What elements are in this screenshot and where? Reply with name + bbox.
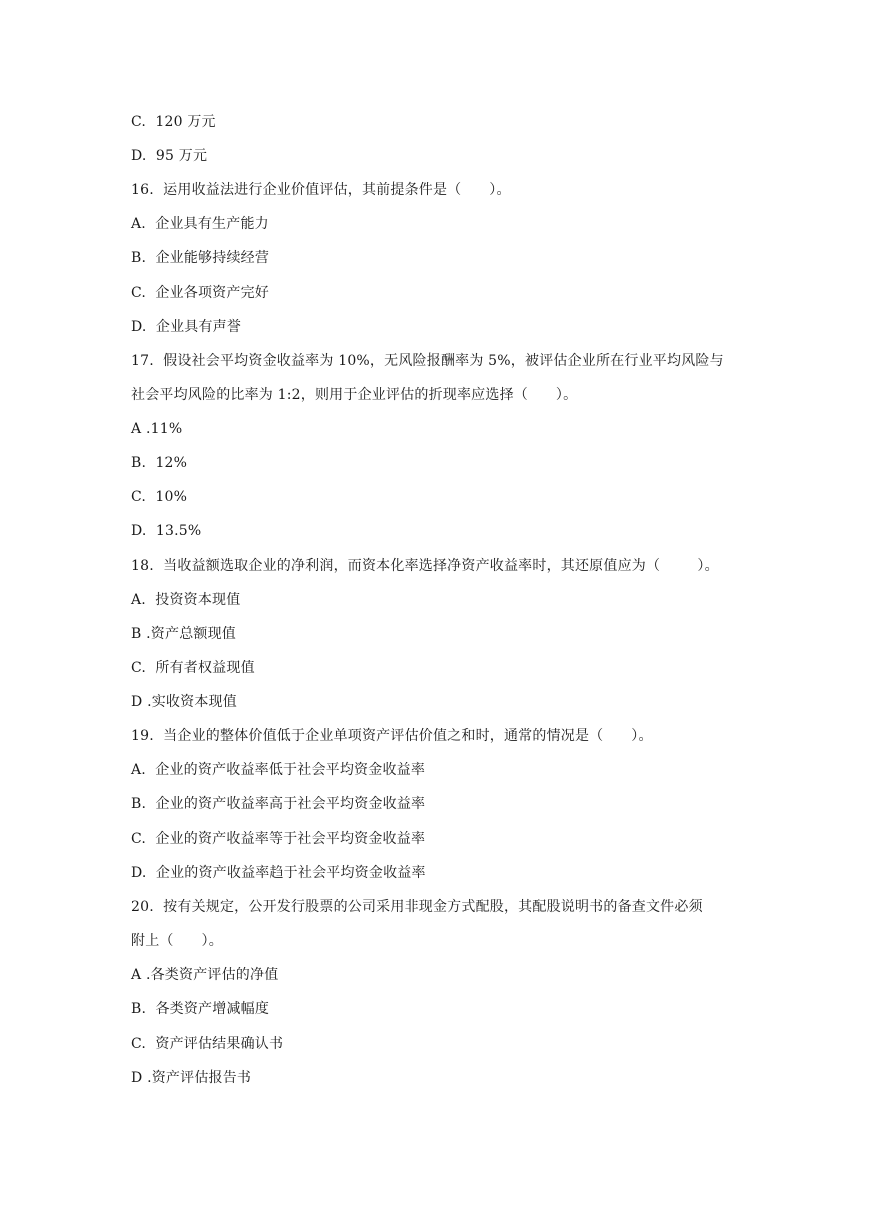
- option-a-q16: A. 企业具有生产能力: [131, 216, 269, 232]
- question-20-line-1: 20. 按有关规定，公开发行股票的公司采用非现金方式配股，其配股说明书的备查文件必须: [131, 899, 703, 915]
- question-16: 16. 运用收益法进行企业价值评估，其前提条件是（ ）。: [131, 182, 511, 198]
- question-19: 19. 当企业的整体价值低于企业单项资产评估价值之和时，通常的情况是（ ）。: [131, 728, 653, 744]
- option-c-q17: C. 10%: [131, 489, 188, 505]
- question-20-line-2: 附上（ ）。: [131, 933, 223, 949]
- option-d-q18: D .实收资本现值: [131, 694, 237, 710]
- question-18: 18. 当收益额选取企业的净利润，而资本化率选择净资产收益率时，其还原值应为（ ）。: [131, 558, 719, 574]
- option-a-q17: A .11%: [131, 421, 183, 437]
- question-17-line-2: 社会平均风险的比率为 1:2，则用于企业评估的折现率应选择（ ）。: [131, 387, 578, 403]
- option-b-q17: B. 12%: [131, 455, 188, 471]
- option-c-q15: C. 120 万元: [131, 114, 216, 130]
- option-c-q18: C. 所有者权益现值: [131, 660, 255, 676]
- question-17-line-1: 17. 假设社会平均资金收益率为 10%，无风险报酬率为 5%，被评估企业所在行业平均风险与: [131, 353, 724, 369]
- option-c-q19: C. 企业的资产收益率等于社会平均资金收益率: [131, 831, 426, 847]
- option-d-q20: D .资产评估报告书: [131, 1070, 252, 1086]
- option-a-q18: A. 投资资本现值: [131, 592, 241, 608]
- option-a-q20: A .各类资产评估的净值: [131, 967, 279, 983]
- option-a-q19: A. 企业的资产收益率低于社会平均资金收益率: [131, 762, 426, 778]
- option-d-q16: D. 企业具有声誉: [131, 319, 242, 335]
- option-d-q15: D. 95 万元: [131, 148, 208, 164]
- option-d-q17: D. 13.5%: [131, 523, 202, 539]
- option-b-q20: B. 各类资产增减幅度: [131, 1001, 270, 1017]
- option-c-q16: C. 企业各项资产完好: [131, 285, 269, 301]
- option-c-q20: C. 资产评估结果确认书: [131, 1036, 284, 1052]
- option-d-q19: D. 企业的资产收益率趋于社会平均资金收益率: [131, 865, 426, 881]
- option-b-q16: B. 企业能够持续经营: [131, 250, 270, 266]
- option-b-q19: B. 企业的资产收益率高于社会平均资金收益率: [131, 796, 426, 812]
- option-b-q18: B .资产总额现值: [131, 626, 236, 642]
